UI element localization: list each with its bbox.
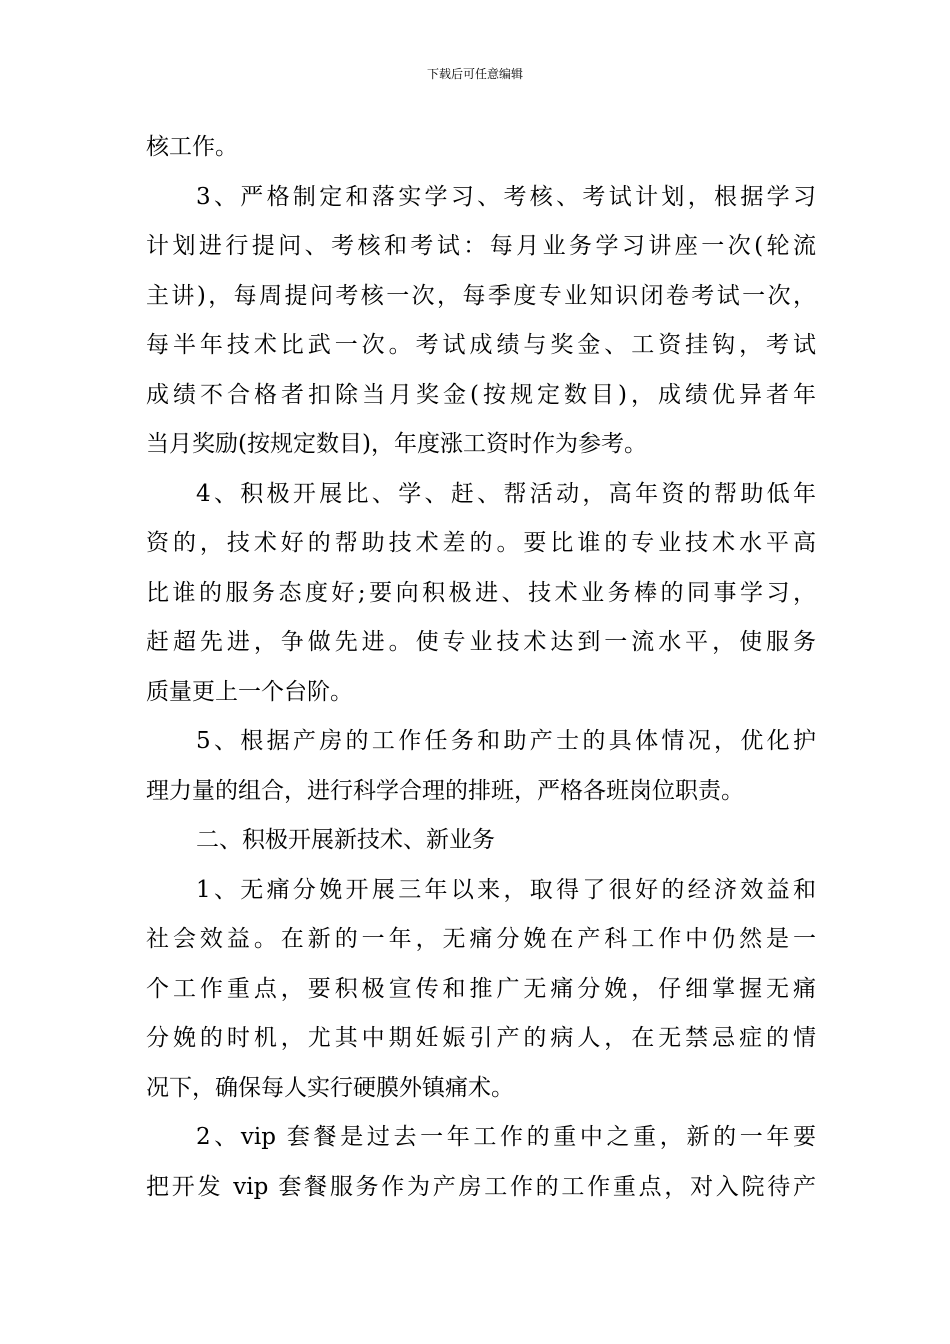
text-line: 4、积极开展比、学、赶、帮活动，高年资的帮助低年 [196,480,816,507]
text-line: 质量更上一个台阶。 [146,678,353,705]
page-header: 下载后可任意编辑 [426,67,523,81]
text-line: 社会效益。在新的一年，无痛分娩在产科工作中仍然是一 [146,926,816,952]
text-line: 分娩的时机，尤其中期妊娠引产的病人，在无禁忌症的情 [146,1025,816,1051]
text-line: 比谁的服务态度好;要向积极进、技术业务棒的同事学习， [146,579,816,606]
text-line: 计划进行提问、考核和考试：每月业务学习讲座一次(轮流 [146,233,816,259]
text-line: 资的，技术好的帮助技术差的。要比谁的专业技术水平高 [146,530,816,556]
text-line: 2、vip 套餐是过去一年工作的重中之重，新的一年要 [196,1124,816,1150]
text-line: 3、严格制定和落实学习、考核、考试计划，根据学习 [196,183,816,210]
text-line: 个工作重点，要积极宣传和推广无痛分娩，仔细掌握无痛 [146,975,816,1002]
text-line: 况下，确保每人实行硬膜外镇痛术。 [146,1074,514,1101]
text-line: 赶超先进，争做先进。使专业技术达到一流水平，使服务 [146,629,816,655]
text-line: 核工作。 [146,134,238,160]
text-line: 成绩不合格者扣除当月奖金(按规定数目)，成绩优异者年 [146,381,816,408]
document-body [146,123,816,1212]
text-line: 当月奖励(按规定数目)，年度涨工资时作为参考。 [146,431,647,457]
text-line: 主讲)，每周提问考核一次，每季度专业知识闭卷考试一次， [146,282,816,309]
text-line: 二、积极开展新技术、新业务 [196,827,495,853]
text-line: 5、根据产房的工作任务和助产士的具体情况，优化护 [196,728,816,754]
text-line: 1、无痛分娩开展三年以来，取得了很好的经济效益和 [196,876,816,903]
text-line: 把开发 vip 套餐服务作为产房工作的工作重点，对入院待产 [146,1173,816,1200]
text-line: 每半年技术比武一次。考试成绩与奖金、工资挂钩，考试 [146,332,816,358]
text-line: 理力量的组合，进行科学合理的排班，严格各班岗位职责。 [146,777,744,804]
